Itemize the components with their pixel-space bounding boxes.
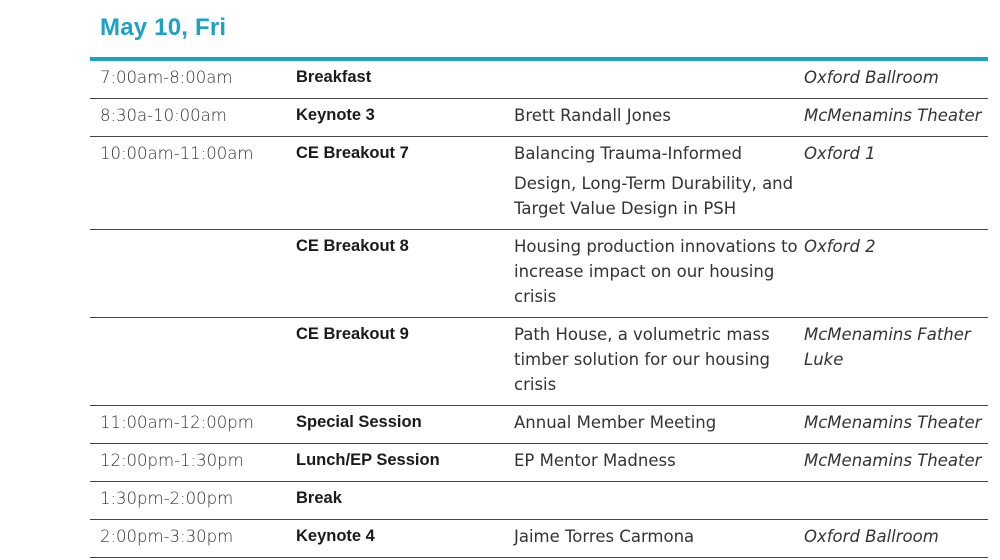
- day-title: May 10, Fri: [100, 14, 227, 41]
- table-row: [90, 318, 988, 406]
- location-cell: [804, 482, 988, 520]
- schedule-table: [90, 61, 988, 558]
- time-cell: 8:30a-10:00am: [90, 99, 296, 137]
- session-cell: Breakfast: [296, 61, 514, 99]
- table-row: [90, 444, 988, 482]
- table-row: [90, 520, 988, 558]
- session-cell: Lunch/EP Session: [296, 444, 514, 482]
- time-cell: 10:00am-11:00am: [90, 137, 296, 230]
- session-cell: CE Breakout 8: [296, 230, 514, 318]
- session-cell: CE Breakout 9: [296, 318, 514, 406]
- location-cell: McMenamins Theater: [804, 99, 988, 137]
- location-cell: McMenamins Theater: [804, 406, 988, 444]
- description-continuation: Design, Long-Term Durability, and Target Value Design in PSH: [514, 174, 794, 218]
- location-cell: Oxford Ballroom: [804, 520, 988, 558]
- location-cell: Oxford 1: [804, 137, 988, 230]
- description-line: Balancing Trauma-Informed: [514, 144, 742, 163]
- location-cell: Oxford 2: [804, 230, 988, 318]
- description-cell: Annual Member Meeting: [514, 406, 804, 444]
- time-cell: 11:00am-12:00pm: [90, 406, 296, 444]
- table-row: [90, 482, 988, 520]
- time-cell: [90, 318, 296, 406]
- table-row: [90, 230, 988, 318]
- table-row: [90, 406, 988, 444]
- description-cell: Housing production innovations to increase impact on our housing crisis: [514, 230, 804, 318]
- description-cell: [514, 482, 804, 520]
- description-cell: Path House, a volumetric mass timber solution for our housing crisis: [514, 318, 804, 406]
- table-row: [90, 61, 988, 99]
- session-cell: Break: [296, 482, 514, 520]
- table-row: [90, 99, 988, 137]
- description-cell: Jaime Torres Carmona: [514, 520, 804, 558]
- location-cell: McMenamins Theater: [804, 444, 988, 482]
- location-cell: McMenamins Father Luke: [804, 318, 988, 406]
- time-cell: 1:30pm-2:00pm: [90, 482, 296, 520]
- description-cell: Brett Randall Jones: [514, 99, 804, 137]
- description-cell: EP Mentor Madness: [514, 444, 804, 482]
- location-cell: Oxford Ballroom: [804, 61, 988, 99]
- session-cell: Keynote 4: [296, 520, 514, 558]
- description-cell: [514, 61, 804, 99]
- description-cell: [514, 137, 804, 230]
- time-cell: 2:00pm-3:30pm: [90, 520, 296, 558]
- time-cell: 12:00pm-1:30pm: [90, 444, 296, 482]
- time-cell: 7:00am-8:00am: [90, 61, 296, 99]
- time-cell: [90, 230, 296, 318]
- session-cell: Special Session: [296, 406, 514, 444]
- session-cell: Keynote 3: [296, 99, 514, 137]
- table-row: [90, 137, 988, 230]
- session-cell: CE Breakout 7: [296, 137, 514, 230]
